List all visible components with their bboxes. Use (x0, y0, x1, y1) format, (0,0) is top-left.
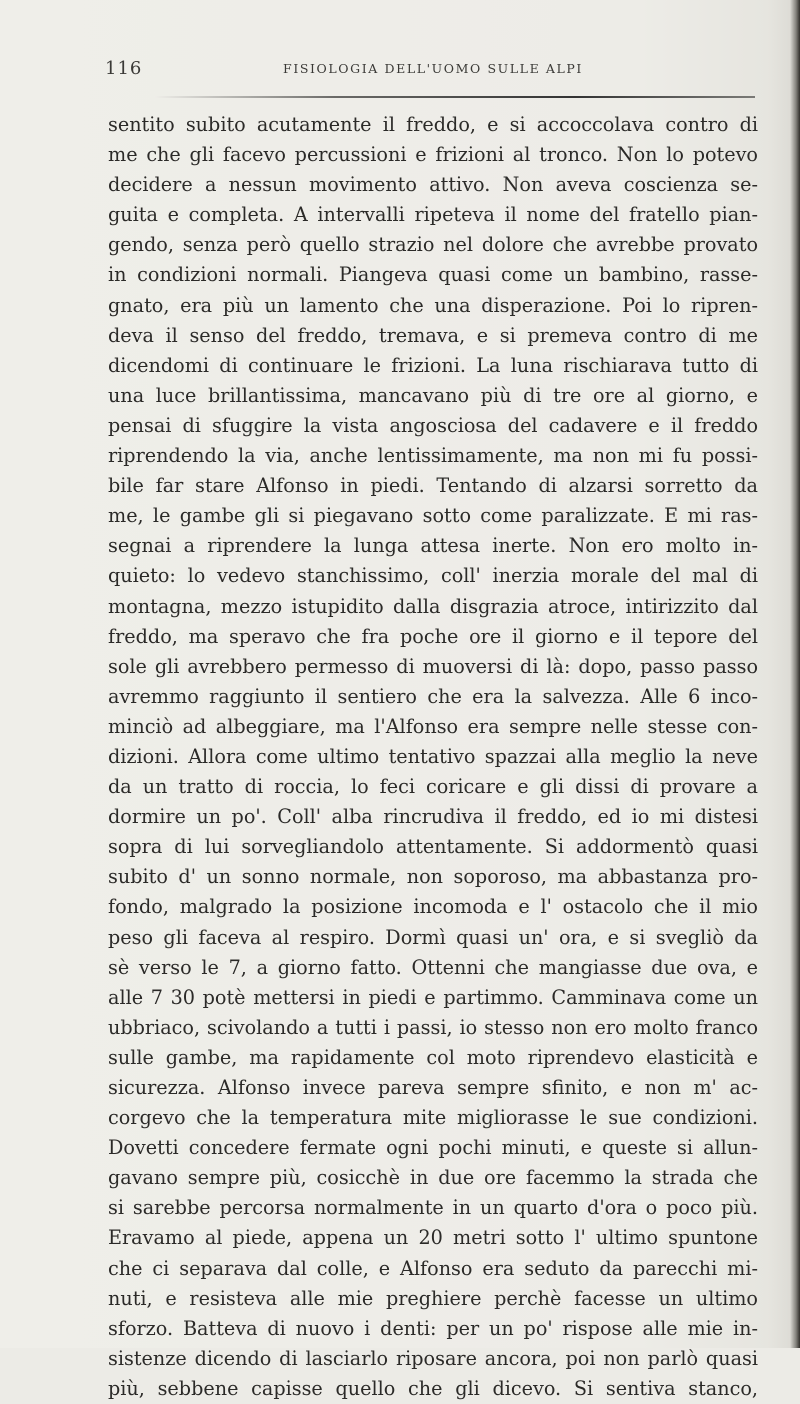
text-line: dicendomi di continuare le frizioni. La luna rischiarava tutto di (108, 353, 758, 377)
text-line: più, sebbene capisse quello che gli dicevo. Si sentiva stanco, (108, 1376, 758, 1400)
text-line: sè verso le 7, a giorno fatto. Ottenni che mangiasse due ova, e (108, 955, 758, 979)
running-head: FISIOLOGIA DELL'UOMO SULLE ALPI (283, 61, 583, 76)
text-line: alle 7 30 potè mettersi in piedi e partimmo. Camminava come un (108, 985, 758, 1009)
text-line: riprendendo la via, anche lentissimamente, ma non mi fu possi- (108, 444, 758, 468)
text-line: me, le gambe gli si piegavano sotto come paralizzate. E mi ras- (108, 504, 758, 528)
text-line: gendo, senza però quello strazio nel dolore che avrebbe provato (108, 233, 758, 257)
text-line: corgevo che la temperatura mite migliorasse le sue condizioni. (108, 1106, 758, 1130)
text-line: pensai di sfuggire la vista angosciosa del cadavere e il freddo (108, 413, 758, 437)
text-line: Eravamo al piede, appena un 20 metri sotto l' ultimo spuntone (108, 1226, 758, 1250)
text-line: gavano sempre più, cosicchè in due ore facemmo la strada che (108, 1166, 758, 1190)
text-line: da un tratto di roccia, lo feci coricare e gli dissi di provare a (108, 775, 758, 799)
text-line: ubbriaco, scivolando a tutti i passi, io stesso non ero molto franco (108, 1015, 758, 1039)
text-line: sulle gambe, ma rapidamente col moto riprendevo elasticità e (108, 1045, 758, 1069)
text-line: in condizioni normali. Piangeva quasi come un bambino, rasse- (108, 263, 758, 287)
text-line: guita e completa. A intervalli ripeteva il nome del fratello pian- (108, 203, 758, 227)
text-line: sopra di lui sorvegliandolo attentamente. Si addormentò quasi (108, 835, 758, 859)
page-header (105, 58, 745, 82)
text-line: si sarebbe percorsa normalmente in un quarto d'ora o poco più. (108, 1196, 758, 1220)
text-line: dizioni. Allora come ultimo tentativo spazzai alla meglio la neve (108, 744, 758, 768)
text-line: gnato, era più un lamento che una disperazione. Poi lo ripren- (108, 293, 758, 317)
text-line: Dovetti concedere fermate ogni pochi minuti, e queste si allun- (108, 1136, 758, 1160)
text-line: quieto: lo vedevo stanchissimo, coll' inerzia morale del mal di (108, 564, 758, 588)
header-rule (155, 96, 755, 98)
page-number: 116 (105, 58, 143, 79)
text-line: una luce brillantissima, mancavano più di tre ore al giorno, e (108, 383, 758, 407)
text-line: sentito subito acutamente il freddo, e si accoccolava contro di (108, 113, 758, 136)
text-line: peso gli faceva al respiro. Dormì quasi un' ora, e si svegliò da (108, 925, 758, 949)
text-line: decidere a nessun movimento attivo. Non aveva coscienza se- (108, 173, 758, 197)
text-line: montagna, mezzo istupidito dalla disgrazia atroce, intirizzito dal (108, 594, 758, 618)
text-line: bile far stare Alfonso in piedi. Tentando di alzarsi sorretto da (108, 474, 758, 498)
body-text (108, 110, 758, 1404)
text-line: dormire un po'. Coll' alba rincrudiva il freddo, ed io mi distesi (108, 805, 758, 829)
text-line: nuti, e resisteva alle mie preghiere perchè facesse un ultimo (108, 1286, 758, 1310)
text-line: segnai a riprendere la lunga attesa inerte. Non ero molto in- (108, 534, 758, 558)
text-line: sforzo. Batteva di nuovo i denti: per un po' rispose alle mie in- (108, 1316, 758, 1340)
text-line: sistenze dicendo di lasciarlo riposare ancora, poi non parlò quasi (108, 1346, 758, 1370)
text-line: deva il senso del freddo, tremava, e si premeva contro di me (108, 323, 758, 347)
page-edge-shadow (790, 0, 800, 1348)
text-line: minciò ad albeggiare, ma l'Alfonso era sempre nelle stesse con- (108, 714, 758, 738)
text-line: me che gli facevo percussioni e frizioni al tronco. Non lo potevo (108, 143, 758, 167)
text-line: subito d' un sonno normale, non soporoso, ma abbastanza pro- (108, 865, 758, 889)
text-line: avremmo raggiunto il sentiero che era la salvezza. Alle 6 inco- (108, 684, 758, 708)
text-line: fondo, malgrado la posizione incomoda e l' ostacolo che il mio (108, 895, 758, 919)
text-line: sicurezza. Alfonso invece pareva sempre sfinito, e non m' ac- (108, 1076, 758, 1099)
text-line: che ci separava dal colle, e Alfonso era seduto da parecchi mi- (108, 1256, 758, 1280)
text-line: freddo, ma speravo che fra poche ore il giorno e il tepore del (108, 624, 758, 648)
text-line: sole gli avrebbero permesso di muoversi di là: dopo, passo passo (108, 654, 758, 678)
